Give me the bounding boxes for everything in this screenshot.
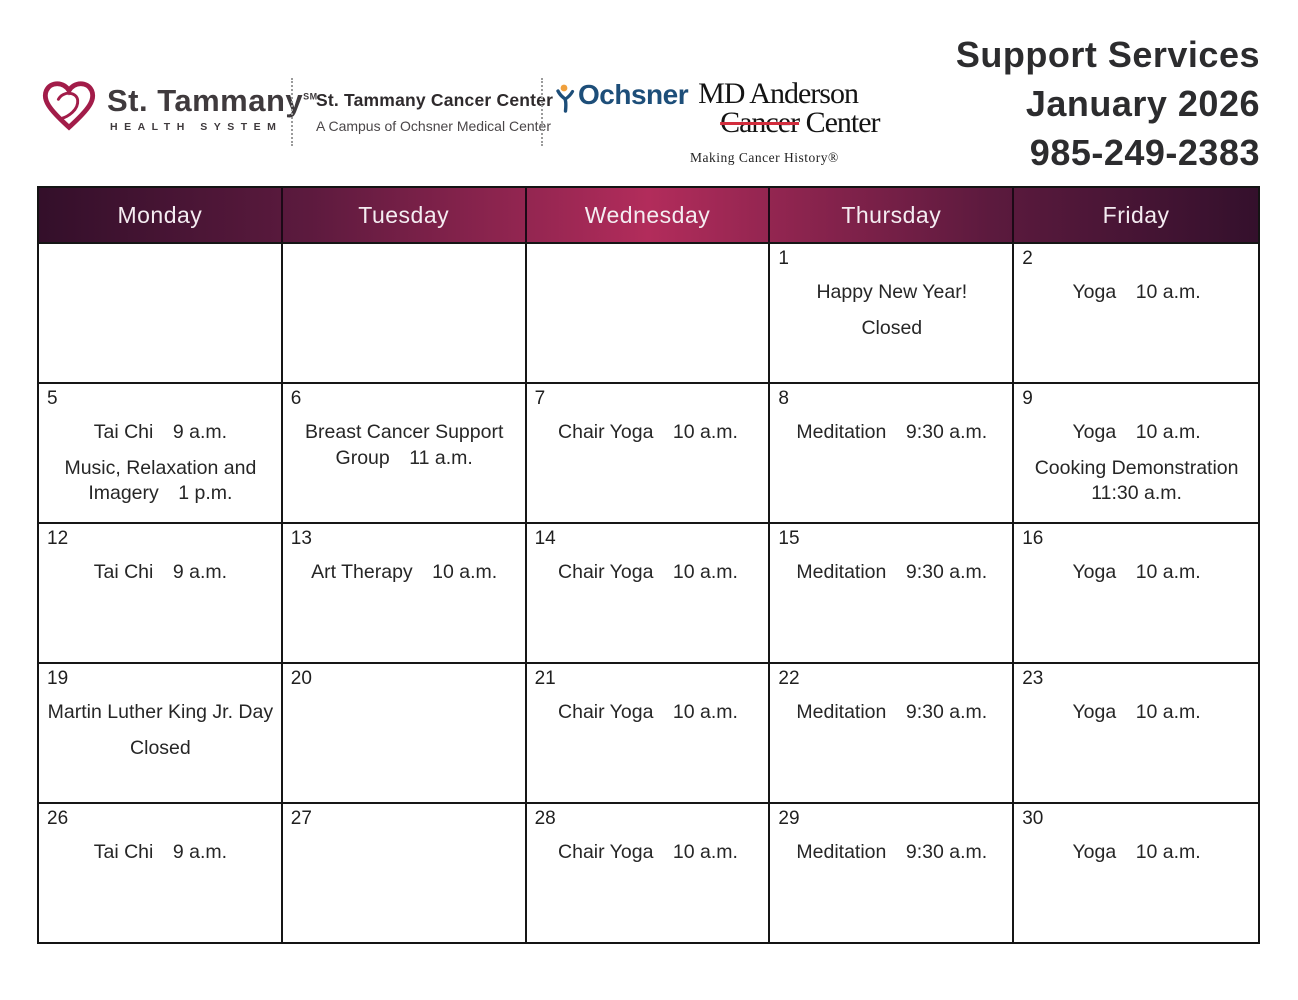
event-text: Tai Chi 9 a.m. — [93, 421, 228, 443]
cancer-strikethrough-word: Cancer — [720, 106, 800, 139]
event-text: Closed — [861, 316, 923, 339]
calendar-cell-blank — [39, 242, 283, 382]
date-number — [535, 247, 762, 271]
event-text: Closed — [130, 736, 191, 759]
date-number: 5 — [47, 388, 58, 409]
date-number: 30 — [1022, 808, 1044, 829]
calendar-cell-jan-13 — [283, 522, 527, 662]
event-list — [778, 840, 1005, 866]
md-anderson-tagline: Making Cancer History® — [690, 150, 839, 165]
event-list — [47, 700, 274, 761]
calendar — [37, 186, 1260, 944]
st-tammany-tagline: HEALTH SYSTEM — [110, 121, 283, 134]
calendar-cell-jan-28 — [527, 802, 771, 942]
event-list — [778, 420, 1005, 446]
event-list — [535, 560, 762, 586]
date-number: 27 — [290, 808, 312, 829]
event-text: Tai Chi 9 a.m. — [93, 561, 228, 583]
cancer-center-title: St. Tammany Cancer Center — [316, 90, 554, 110]
calendar-cell-jan-20 — [283, 662, 527, 802]
event-list — [778, 700, 1005, 726]
event-text: Chair Yoga 10 a.m. — [558, 841, 738, 863]
date-number: 22 — [778, 668, 800, 689]
event-list — [778, 280, 1005, 341]
event-text: Yoga 10 a.m. — [1072, 841, 1201, 863]
date-number: 26 — [47, 808, 69, 829]
masthead — [0, 0, 1298, 186]
md-anderson-wordmark: MD Anderson Cancer Center — [698, 77, 880, 139]
title-line-phone-number: 985-249-2383 — [1029, 132, 1260, 173]
day-header-friday: Friday — [1102, 201, 1170, 228]
event-list — [47, 840, 274, 866]
date-number: 23 — [1022, 668, 1044, 689]
dotted-divider — [541, 78, 543, 146]
event-text: Meditation 9:30 a.m. — [796, 421, 988, 443]
event-text: Yoga 10 a.m. — [1072, 281, 1201, 303]
date-number: 16 — [1022, 528, 1044, 549]
ochsner-wordmark: Ochsner — [578, 79, 689, 110]
event-list — [535, 420, 762, 446]
calendar-cell-jan-21 — [527, 662, 771, 802]
center-word: Center — [805, 106, 880, 139]
event-list — [291, 560, 518, 586]
calendar-cell-jan-30 — [1014, 802, 1258, 942]
day-header-thursday: Thursday — [770, 188, 1014, 242]
date-number: 12 — [47, 528, 69, 549]
event-list — [1022, 560, 1251, 586]
event-list — [291, 420, 518, 471]
event-text: Music, Relaxation and Imagery 1 p.m. — [64, 456, 262, 505]
date-number: 15 — [778, 528, 800, 549]
date-number: 14 — [534, 528, 556, 549]
calendar-cell-jan-5 — [39, 382, 283, 522]
service-mark: SM — [303, 92, 318, 102]
title-line-support-services: Support Services — [955, 34, 1260, 75]
calendar-header-row — [39, 188, 1258, 242]
calendar-cell-jan-23 — [1014, 662, 1258, 802]
heart-icon — [40, 80, 98, 134]
calendar-cell-jan-27 — [283, 802, 527, 942]
calendar-cell-jan-29 — [770, 802, 1014, 942]
date-number: 1 — [778, 248, 789, 269]
title-line-month-year: January 2026 — [1025, 83, 1260, 124]
date-number: 20 — [290, 668, 312, 689]
event-text: Cooking Demonstration 11:30 a.m. — [1034, 456, 1244, 505]
event-list — [535, 840, 762, 866]
date-number: 7 — [534, 388, 546, 409]
ochsner-person-icon — [556, 84, 578, 119]
event-list — [1022, 700, 1251, 726]
date-number: 2 — [1022, 248, 1033, 269]
calendar-cell-jan-19 — [39, 662, 283, 802]
day-header-tuesday: Tuesday — [283, 188, 527, 242]
calendar-cell-jan-2 — [1014, 242, 1258, 382]
event-list — [1022, 420, 1251, 507]
calendar-cell-jan-26 — [39, 802, 283, 942]
event-text: Martin Luther King Jr. Day — [47, 701, 274, 723]
date-number — [47, 247, 274, 271]
event-list — [778, 560, 1005, 586]
calendar-cell-jan-1 — [770, 242, 1014, 382]
event-text: Breast Cancer Support Group 11 a.m. — [305, 421, 509, 469]
st-tammany-wordmark — [107, 80, 318, 133]
calendar-grid — [39, 242, 1258, 942]
calendar-cell-jan-16 — [1014, 522, 1258, 662]
event-text: Chair Yoga 10 a.m. — [558, 421, 738, 443]
cancer-center-lockup — [316, 90, 553, 134]
event-list — [1022, 840, 1251, 866]
event-text: Meditation 9:30 a.m. — [796, 561, 988, 583]
event-text: Yoga 10 a.m. — [1072, 421, 1201, 443]
event-text: Happy New Year! — [816, 281, 968, 303]
event-list — [47, 560, 274, 586]
page-title — [956, 30, 1260, 177]
date-number — [291, 247, 518, 271]
date-number: 8 — [778, 388, 789, 409]
date-number: 19 — [47, 668, 69, 689]
calendar-cell-blank — [283, 242, 527, 382]
event-text: Art Therapy 10 a.m. — [311, 561, 498, 583]
day-header-wednesday: Wednesday — [527, 188, 771, 242]
calendar-cell-jan-12 — [39, 522, 283, 662]
date-number: 28 — [534, 808, 556, 829]
calendar-cell-jan-22 — [770, 662, 1014, 802]
event-text: Tai Chi 9 a.m. — [93, 841, 228, 863]
cancer-center-subtitle: A Campus of Ochsner Medical Center — [316, 118, 551, 134]
event-text: Meditation 9:30 a.m. — [796, 701, 988, 723]
calendar-cell-jan-9 — [1014, 382, 1258, 522]
calendar-cell-jan-8 — [770, 382, 1014, 522]
event-text: Chair Yoga 10 a.m. — [558, 701, 738, 723]
date-number: 13 — [290, 528, 312, 549]
event-text: Yoga 10 a.m. — [1072, 561, 1201, 583]
st-tammany-name: St. Tammany℠ — [107, 83, 318, 119]
calendar-cell-jan-6 — [283, 382, 527, 522]
event-list — [47, 420, 274, 507]
event-text: Meditation 9:30 a.m. — [796, 841, 988, 863]
event-list — [535, 700, 762, 726]
date-number: 29 — [778, 808, 800, 829]
date-number: 6 — [290, 388, 302, 409]
calendar-cell-blank — [527, 242, 771, 382]
calendar-cell-jan-14 — [527, 522, 771, 662]
ochsner-md-anderson-logo — [556, 77, 880, 166]
calendar-cell-jan-7 — [527, 382, 771, 522]
date-number: 9 — [1022, 388, 1033, 409]
calendar-cell-jan-15 — [770, 522, 1014, 662]
event-text: Yoga 10 a.m. — [1072, 701, 1201, 723]
day-header-monday: Monday — [39, 188, 283, 242]
date-number: 21 — [534, 668, 556, 689]
dotted-divider — [291, 78, 293, 146]
event-list — [1022, 280, 1251, 306]
st-tammany-logo — [40, 80, 318, 134]
event-text: Chair Yoga 10 a.m. — [558, 561, 738, 583]
